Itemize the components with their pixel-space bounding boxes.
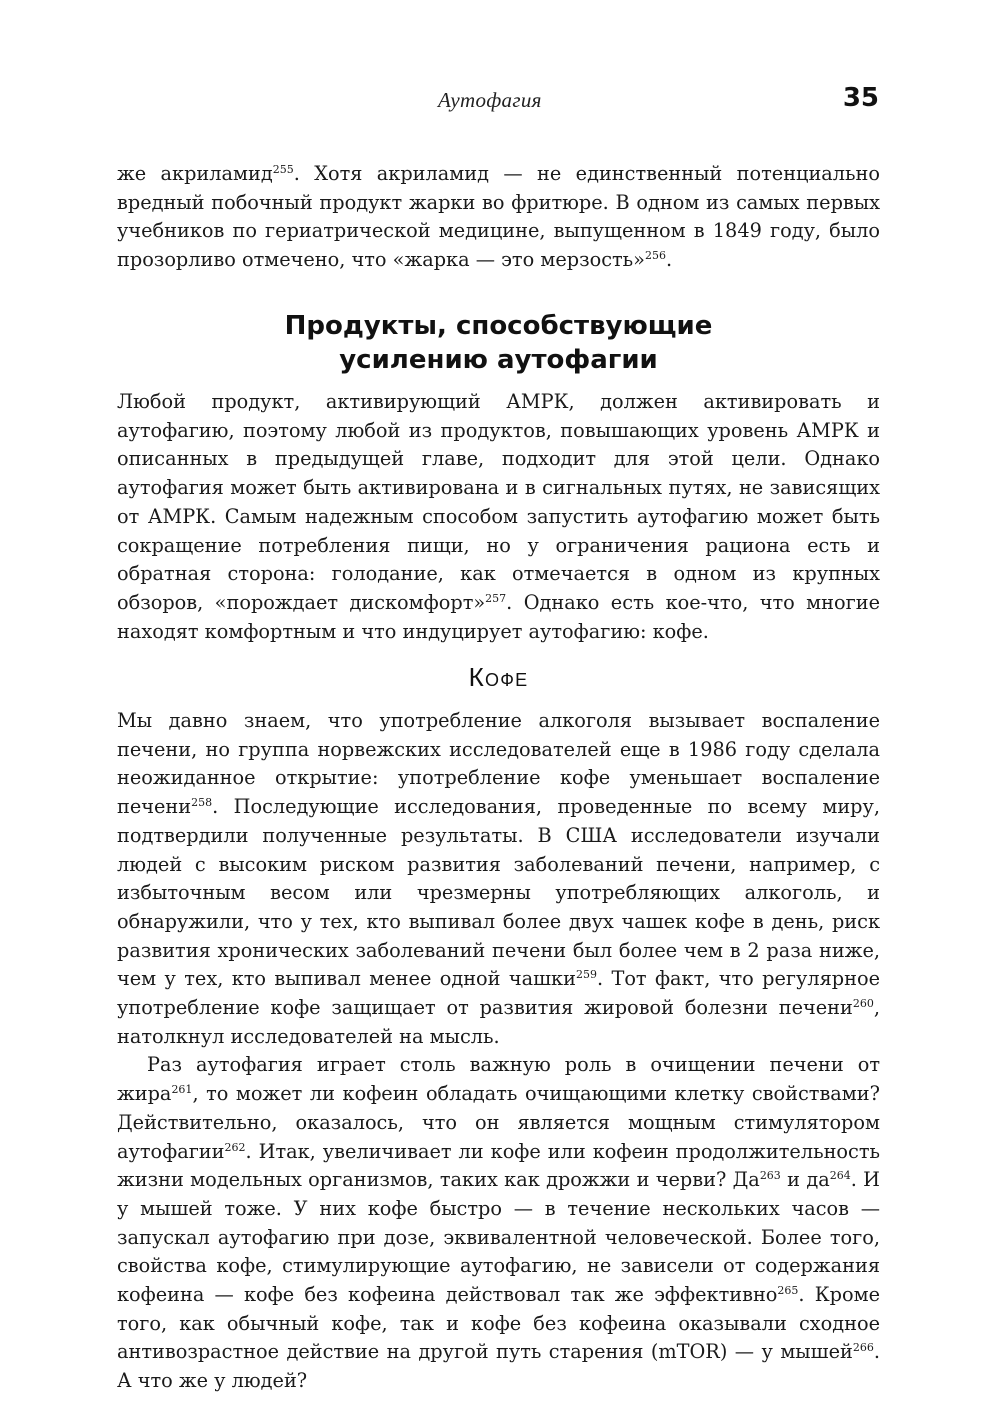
section-block xyxy=(117,388,880,646)
page-number: 35 xyxy=(842,83,879,113)
subsection-block xyxy=(117,707,880,1396)
footnote-ref[interactable]: 256 xyxy=(644,249,666,263)
footnote-ref[interactable]: 266 xyxy=(852,1341,874,1355)
running-head-title: Аутофагия xyxy=(438,88,542,112)
footnote-ref[interactable]: 263 xyxy=(759,1169,781,1183)
intro-paragraph: же акриламид$^{255}$. Хотя акриламид — не единственный потенциально вредный побочный продукт жарки во фритюре. В одном из самых первых учебников по гериатрической медицине, выпущенном в 1849 году, было прозорливо отмечено, что «жарка — это мерзость»$^{256}$. xyxy=(117,162,880,272)
coffee-paragraph-2: Раз аутофагия играет столь важную роль в очищении печени от жира$^{261}$, то может ли кофеин обладать очищающими клетку свойствами? Действительно, оказалось, что он является мощным стимулятором аутофагии$^{262}$. Итак, увеличивает ли кофе или кофеин продолжительность жизни модельных организмов, таких как дрожжи и черви? $Да^{263}$ и $да^{264}$. И у мышей тоже. У них кофе быстро — в течение нескольких часов — запускал аутофагию при дозе, эквивалентной человеческой. Более того, свойства кофе, стимулирующие аутофагию, не зависели от содержания кофеина — кофе без кофеина действовал так же эффективно$^{265}$. Кроме того, как обычный кофе, так и кофе без кофеина оказывали сходное антивозрастное действие на другой путь старения (mTOR) — у мышей$^{266}$. А что же у людей? xyxy=(117,1053,880,1393)
footnote-ref[interactable]: 257 xyxy=(485,591,507,605)
footnote-ref[interactable]: 262 xyxy=(224,1140,246,1154)
footnote-ref[interactable]: 264 xyxy=(829,1169,851,1183)
section-paragraph: Любой продукт, активирующий АМРК, должен активировать и аутофагию, поэтому любой из продуктов, повышающих уровень АМРК и описанных в предыдущей главе, подходит для этой цели. Однако аутофагия может быть активирована и в сигнальных путях, не зависящих от АМРК. Самым надежным способом запустить аутофагию может быть сокращение потребления пищи, но у ограничения рациона есть и обратная сторона: голодание, как отмечается в одном из крупных обзоров, «порождает дискомфорт»$^{257}$. Однако есть кое-что, что многие находят комфортным и что индуцирует аутофагию: кофе. xyxy=(117,390,880,643)
footnote-ref[interactable]: 260 xyxy=(852,997,874,1011)
coffee-paragraph-1: Мы давно знаем, что употребление алкоголя вызывает воспаление печени, но группа норвежских исследователей еще в 1986 году сделала неожиданное открытие: употребление кофе уменьшает воспаление печени$^{258}$. Последующие исследования, проведенные по всему миру, подтвердили полученные результаты. В США исследователи изучали людей с высоким риском развития заболеваний печени, например, с избыточным весом или чрезмерны употребляющих алкоголь, и обнаружили, что у тех, кто выпивал более двух чашек кофе в день, риск развития хронических заболеваний печени был более чем в 2 раза ниже, чем у тех, кто выпивал менее одной чашки$^{259}$. Тот факт, что регулярное употребление кофе защищает от развития жировой болезни печени$^{260}$, натолкнул исследователей на мысль. xyxy=(117,709,880,1048)
section-heading-line1: Продукты, способствующие xyxy=(284,311,713,341)
footnote-ref[interactable]: 265 xyxy=(777,1284,799,1298)
subsection-heading-coffee: Кофе xyxy=(468,662,529,692)
section-heading xyxy=(117,309,880,377)
footnote-ref[interactable]: 258 xyxy=(191,796,213,810)
intro-block xyxy=(117,160,880,275)
footnote-ref[interactable]: 259 xyxy=(575,968,597,982)
footnote-ref[interactable]: 261 xyxy=(171,1083,193,1097)
footnote-ref[interactable]: 255 xyxy=(272,163,294,176)
section-heading-line2: усилению аутофагии xyxy=(339,345,658,375)
